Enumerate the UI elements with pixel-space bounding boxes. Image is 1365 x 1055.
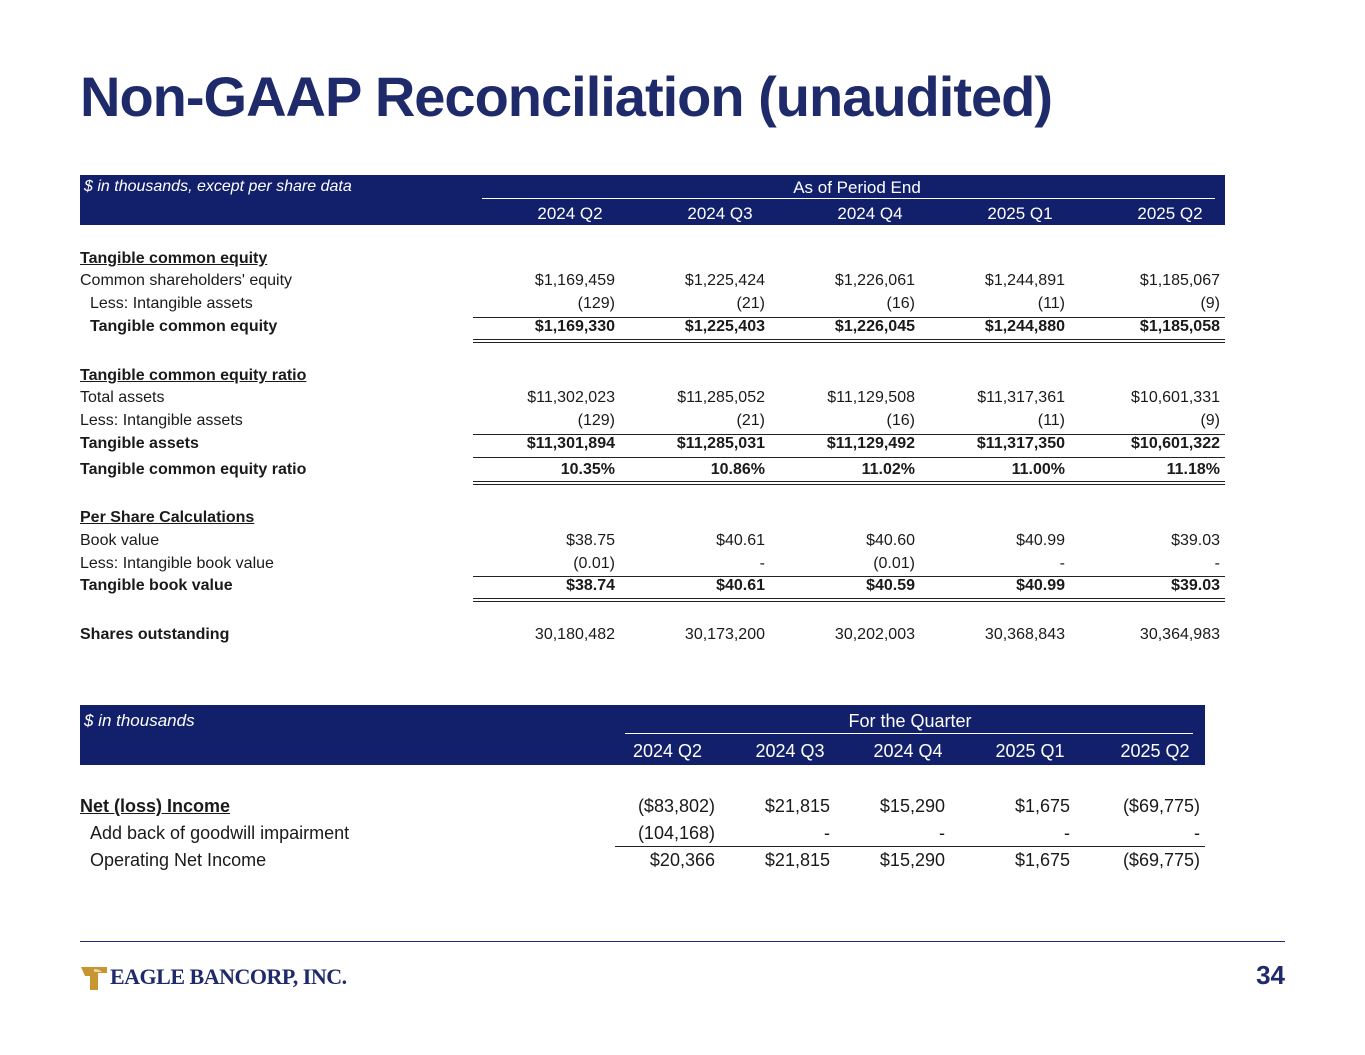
cell-value: $11,129,508	[827, 389, 915, 406]
column-header: 2024 Q2	[537, 204, 603, 223]
cell-value: $1,226,045	[834, 318, 915, 335]
header-divider	[482, 198, 1215, 199]
cell-value: (11)	[1037, 295, 1065, 312]
row-label: Tangible common equity	[90, 318, 278, 335]
section-title: Tangible common equity	[80, 250, 268, 267]
table-row	[80, 295, 1225, 317]
cell-value: (9)	[1200, 295, 1220, 312]
subtotal-rule	[615, 846, 1205, 847]
column-header: 2024 Q2	[632, 741, 703, 761]
span-label: For the Quarter	[848, 711, 972, 731]
row-label: Tangible book value	[80, 577, 233, 594]
row-label: Add back of goodwill impairment	[90, 823, 350, 843]
cell-value: (9)	[1200, 412, 1220, 429]
span-label: As of Period End	[793, 178, 921, 197]
cell-value: $38.74	[566, 577, 615, 594]
row-label: Common shareholders' equity	[80, 272, 293, 289]
section-heading	[80, 509, 1225, 531]
cell-value: (16)	[886, 295, 915, 312]
cell-value: $40.99	[1016, 532, 1065, 549]
period-end-table	[80, 175, 1225, 655]
cell-value: (16)	[886, 412, 915, 429]
table-row	[80, 318, 1225, 340]
cell-value: 11.02%	[861, 461, 915, 478]
row-label: Book value	[80, 532, 160, 549]
table-row	[80, 272, 1225, 294]
cell-value: 11.18%	[1166, 461, 1220, 478]
cell-value: $1,225,403	[684, 318, 765, 335]
cell-value: $38.75	[566, 532, 615, 549]
cell-value: $1,185,067	[1139, 272, 1220, 289]
cell-value: 30,368,843	[984, 626, 1065, 643]
cell-value: 11.00%	[1011, 461, 1065, 478]
unit-label: $ in thousands	[84, 711, 195, 730]
cell-value: $15,290	[879, 796, 945, 816]
cell-value: -	[939, 823, 945, 843]
cell-value: $15,290	[879, 850, 945, 870]
cell-value: ($69,775)	[1122, 796, 1200, 816]
footer-divider	[80, 941, 1285, 942]
row-label: Net (loss) Income	[80, 796, 231, 816]
cell-value: $1,169,459	[534, 272, 615, 289]
cell-value: (0.01)	[573, 555, 615, 572]
column-header: 2024 Q3	[755, 741, 825, 761]
cell-value: $11,317,350	[976, 435, 1065, 452]
cell-value: $11,285,052	[677, 389, 765, 406]
section-heading	[80, 367, 1225, 389]
page-number: 34	[1256, 960, 1285, 990]
cell-value: $21,815	[764, 796, 830, 816]
cell-value: $40.61	[716, 577, 765, 594]
cell-value: -	[1064, 823, 1070, 843]
subtotal-rule	[473, 457, 1225, 458]
column-header: 2024 Q4	[837, 204, 903, 223]
cell-value: $1,244,891	[984, 272, 1065, 289]
cell-value: $1,675	[1014, 850, 1070, 870]
cell-value: $11,285,031	[676, 435, 765, 452]
cell-value: (21)	[736, 412, 765, 429]
cell-value: $1,226,061	[834, 272, 915, 289]
table-row	[80, 823, 1205, 845]
cell-value: $11,302,023	[527, 389, 615, 406]
cell-value: $40.60	[866, 532, 915, 549]
row-label: Tangible common equity ratio	[80, 461, 307, 478]
cell-value: $10,601,331	[1131, 389, 1220, 406]
row-label: Shares outstanding	[80, 626, 230, 643]
column-header: 2025 Q1	[987, 204, 1053, 223]
row-label: Less: Intangible book value	[80, 555, 274, 572]
cell-value: $10,601,322	[1131, 435, 1220, 452]
table-row	[80, 412, 1225, 434]
cell-value: $1,244,880	[984, 318, 1065, 335]
table-row	[80, 850, 1205, 872]
row-label: Operating Net Income	[90, 850, 267, 870]
column-header: 2025 Q1	[995, 741, 1065, 761]
column-header: 2025 Q2	[1120, 741, 1190, 761]
header-divider	[625, 733, 1193, 734]
page-title: Non-GAAP Reconciliation (unaudited)	[80, 65, 1052, 128]
cell-value: $1,169,330	[534, 318, 615, 335]
cell-value: $11,129,492	[826, 435, 915, 452]
cell-value: $40.61	[716, 532, 765, 549]
table-row	[80, 389, 1225, 411]
table-row	[80, 435, 1225, 457]
row-label: Less: Intangible assets	[90, 295, 253, 312]
cell-value: -	[1214, 555, 1220, 572]
table-row	[80, 532, 1225, 554]
total-rule	[473, 339, 1225, 343]
cell-value: -	[1059, 555, 1065, 572]
cell-value: (11)	[1037, 412, 1065, 429]
table-row	[80, 555, 1225, 577]
cell-value: -	[1194, 823, 1200, 843]
table-row	[80, 461, 1225, 483]
cell-value: (129)	[577, 295, 615, 312]
column-header: 2024 Q4	[873, 741, 943, 761]
cell-value: (104,168)	[637, 823, 715, 843]
table-row	[80, 796, 1205, 818]
cell-value: $40.99	[1016, 577, 1065, 594]
cell-value: 30,180,482	[534, 626, 615, 643]
cell-value: ($83,802)	[637, 796, 715, 816]
table-row	[80, 577, 1225, 599]
cell-value: $40.59	[866, 577, 915, 594]
cell-value: $1,225,424	[684, 272, 765, 289]
table-header	[80, 175, 1225, 225]
section-title: Tangible common equity ratio	[80, 367, 307, 384]
cell-value: $20,366	[649, 850, 715, 870]
cell-value: (21)	[736, 295, 765, 312]
section-title: Per Share Calculations	[80, 509, 255, 526]
cell-value: 30,364,983	[1139, 626, 1220, 643]
logo-wordmark: EAGLE BANCORP, INC.	[110, 964, 347, 989]
section-heading	[80, 250, 1225, 272]
cell-value: $1,675	[1014, 796, 1070, 816]
cell-value: ($69,775)	[1122, 850, 1200, 870]
unit-label: $ in thousands, except per share data	[84, 178, 352, 195]
cell-value: -	[759, 555, 765, 572]
cell-value: 10.35%	[560, 461, 615, 478]
table-row	[80, 626, 1225, 648]
cell-value: $1,185,058	[1139, 318, 1220, 335]
quarter-table	[80, 705, 1205, 885]
company-logo	[80, 962, 347, 992]
cell-value: $11,301,894	[526, 435, 615, 452]
row-label: Tangible assets	[80, 435, 199, 452]
total-rule	[473, 481, 1225, 485]
cell-value: $11,317,361	[977, 389, 1065, 406]
column-header: 2024 Q3	[687, 204, 753, 223]
column-header: 2025 Q2	[1137, 204, 1203, 223]
row-label: Total assets	[80, 389, 165, 406]
cell-value: $21,815	[764, 850, 830, 870]
cell-value: $39.03	[1171, 577, 1220, 594]
cell-value: -	[824, 823, 830, 843]
eagle-logo-icon	[80, 963, 108, 991]
cell-value: 30,173,200	[684, 626, 765, 643]
row-label: Less: Intangible assets	[80, 412, 243, 429]
total-rule	[473, 598, 1225, 602]
cell-value: 10.86%	[710, 461, 765, 478]
cell-value: (129)	[577, 412, 615, 429]
cell-value: $39.03	[1171, 532, 1220, 549]
cell-value: (0.01)	[873, 555, 915, 572]
cell-value: 30,202,003	[834, 626, 915, 643]
table-header	[80, 705, 1205, 765]
